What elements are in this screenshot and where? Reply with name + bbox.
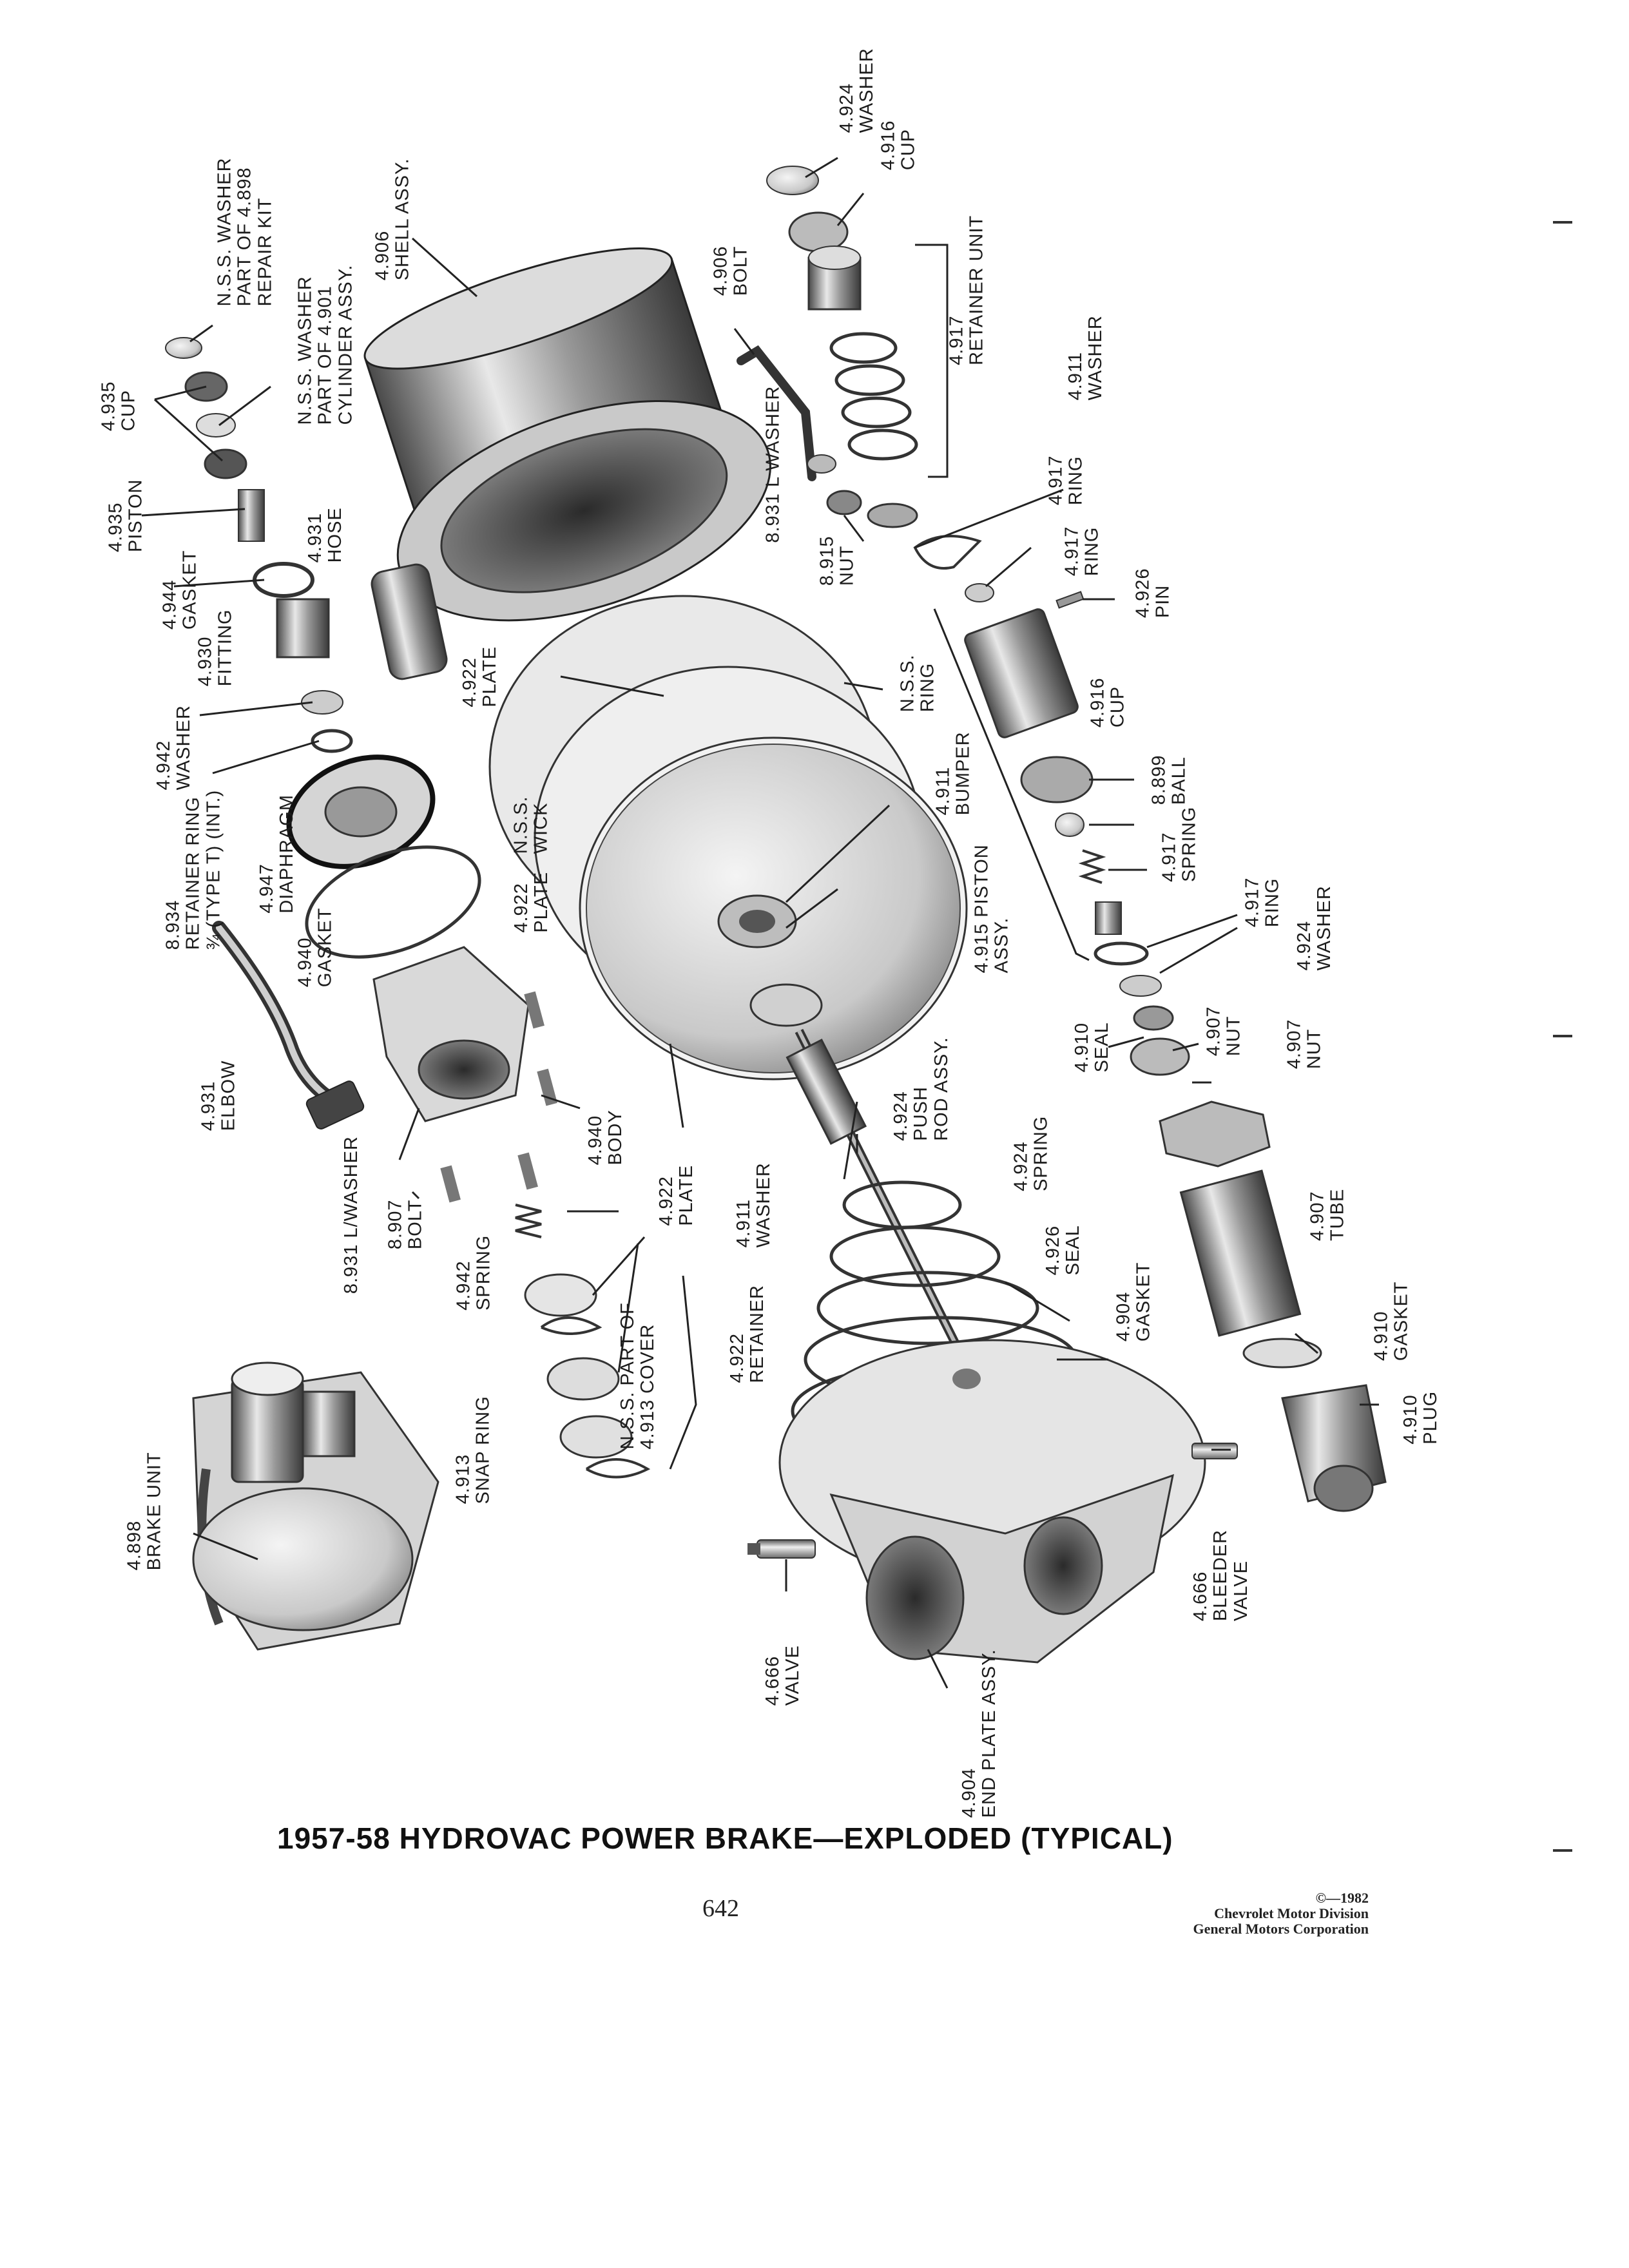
- piston-cylinder: [963, 608, 1189, 1075]
- label-cup-4935: 4.935 CUP: [98, 381, 139, 431]
- label-gasket-4910: 4.910 GASKET: [1371, 1280, 1412, 1361]
- label-washer-4924-top: 4.924 WASHER: [836, 47, 878, 133]
- label-piston-4935: 4.935 PISTON: [104, 479, 146, 552]
- label-retainer-unit-4917: 4.917 RETAINER UNIT: [945, 215, 987, 365]
- label-diaphragm-4947: 4.947 DIAPHRAGM: [256, 794, 297, 914]
- end-plate-assy: [780, 1340, 1205, 1662]
- label-plate-4922-mid: 4.922 PLATE: [510, 871, 552, 933]
- label-pushrod-4924: 4.924 PUSH ROD ASSY.: [890, 1037, 952, 1141]
- label-tube-4907: 4.907 TUBE: [1306, 1188, 1348, 1241]
- label-washer-4942: 4.942 WASHER: [153, 704, 195, 790]
- label-gasket-4940: 4.940 GASKET: [294, 907, 336, 987]
- label-washer-4911-right: 4.911 WASHER: [1065, 314, 1106, 400]
- piston-plates: [490, 596, 967, 1079]
- label-bolt-4906: 4.906 BOLT: [710, 245, 751, 296]
- label-washer-nss-4901: N.S.S. WASHER PART OF 4.901 CYLINDER ASSY.: [294, 264, 356, 425]
- label-piston-assy-4915: 4.915 PISTON ASSY.: [971, 843, 1013, 973]
- label-bolt-8907: 8.907 BOLT: [385, 1199, 426, 1249]
- label-pin-4926: 4.926 PIN: [1132, 568, 1173, 618]
- tube-assembly: [1160, 1102, 1321, 1367]
- elbow-part: [219, 928, 365, 1131]
- label-seal-4910: 4.910 SEAL: [1071, 1021, 1113, 1072]
- retainer-unit-stack: [767, 166, 1083, 608]
- label-bleeder-valve-4666: 4.666 BLEEDER VALVE: [1190, 1529, 1251, 1622]
- figure-caption: 1957-58 HYDROVAC POWER BRAKE—EXPLODED (TYPICAL): [277, 1821, 1173, 1855]
- label-washer-4924-mid: 4.924 WASHER: [1293, 885, 1335, 970]
- label-lwasher-8931-bolt: 8.931 L/WASHER: [340, 1135, 361, 1294]
- label-cup-4916-mid: 4.916 CUP: [1087, 677, 1128, 727]
- label-spring-4917: 4.917 SPRING: [1158, 806, 1200, 882]
- label-spring-4942: 4.942 SPRING: [452, 1235, 494, 1311]
- label-end-plate-4904: 4.904 END PLATE ASSY.: [958, 1648, 1000, 1818]
- label-nut-8915: 8.915 NUT: [816, 535, 858, 586]
- label-hose-4931: 4.931 HOSE: [304, 506, 346, 562]
- page-number: 642: [702, 1895, 739, 1922]
- label-shell-assy-4906: 4.906 SHELL ASSY.: [372, 157, 413, 280]
- label-ball-8899: 8.899 BALL: [1148, 754, 1190, 805]
- credit-line-1: Chevrolet Motor Division: [1214, 1905, 1369, 1921]
- label-lwasher-8931-top: 8.931 L WASHER: [762, 385, 784, 543]
- label-brake-unit-4898: 4.898 BRAKE UNIT: [124, 1451, 166, 1570]
- label-ring-4917-c: 4.917 RING: [1242, 877, 1283, 927]
- label-snap-ring-4913: 4.913 SNAP RING: [452, 1395, 494, 1504]
- label-retainer-ring-8934: 8.934 RETAINER RING ¾ (TYPE T) (INT.): [162, 789, 224, 950]
- label-body-4940: 4.940 BODY: [584, 1109, 626, 1165]
- label-cover-nss-4913: N.S.S. PART OF 4.913 COVER: [617, 1302, 659, 1449]
- label-nut-4907-a: 4.907 NUT: [1203, 1006, 1244, 1056]
- label-plug-4910: 4.910 PLUG: [1400, 1390, 1441, 1445]
- label-washer-4911-low: 4.911 WASHER: [733, 1162, 775, 1247]
- label-valve-4666: 4.666 VALVE: [762, 1644, 804, 1706]
- label-cup-4916-top: 4.916 CUP: [878, 120, 919, 170]
- label-fitting-4930: 4.930 FITTING: [195, 608, 236, 686]
- label-retainer-4922: 4.922 RETAINER: [726, 1284, 768, 1383]
- brake-unit-assembled: [193, 1363, 438, 1649]
- label-ring-4917-a: 4.917 RING: [1045, 455, 1086, 505]
- valve-part: [747, 1540, 815, 1558]
- copyright-line: ©—1982: [1315, 1890, 1369, 1906]
- plug-part: [1192, 1385, 1385, 1511]
- label-plate-4922-low: 4.922 PLATE: [655, 1164, 697, 1226]
- label-wick-nss: N.S.S. WICK: [510, 795, 552, 854]
- label-gasket-4904: 4.904 GASKET: [1113, 1261, 1154, 1341]
- label-ring-4917-b: 4.917 RING: [1061, 526, 1103, 576]
- label-washer-nss-4898: N.S.S. WASHER PART OF 4.898 REPAIR KIT: [214, 157, 275, 307]
- credit-block: [1193, 1890, 1369, 1936]
- label-elbow-4931: 4.931 ELBOW: [198, 1059, 239, 1131]
- credit-line-2: General Motors Corporation: [1193, 1920, 1369, 1937]
- label-spring-4924: 4.924 SPRING: [1010, 1115, 1052, 1191]
- label-ring-nss: N.S.S. RING: [897, 653, 938, 712]
- label-plate-4922-top: 4.922 PLATE: [459, 646, 500, 707]
- label-bumper-4911: 4.911 BUMPER: [932, 731, 974, 815]
- label-gasket-4944: 4.944 GASKET: [159, 549, 200, 629]
- body-part: [374, 947, 557, 1202]
- label-seal-4926: 4.926 SEAL: [1042, 1224, 1084, 1275]
- label-nut-4907-b: 4.907 NUT: [1284, 1019, 1325, 1069]
